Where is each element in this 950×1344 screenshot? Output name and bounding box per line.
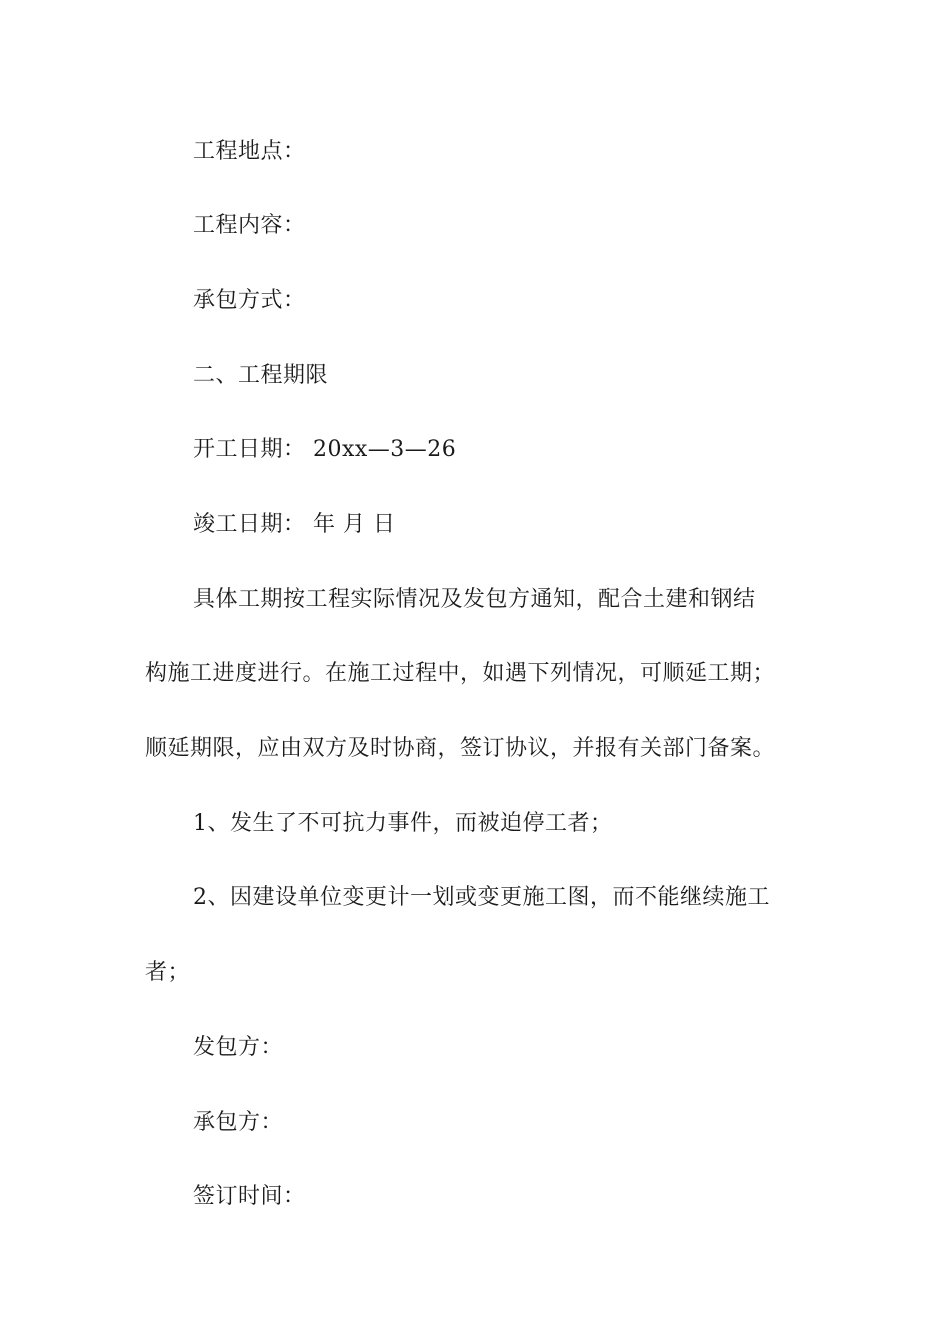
- start-date-line: 开工日期： 20xx—3—26: [193, 437, 457, 462]
- completion-date-line: 竣工日期： 年 月 日: [193, 512, 396, 537]
- list-item-2: 2、因建设单位变更计一划或变更施工图，而不能继续施工: [193, 885, 770, 910]
- contract-method-label: 承包方式：: [193, 288, 306, 313]
- paragraph-line-3: 顺延期限，应由双方及时协商，签订协议，并报有关部门备案。: [145, 736, 776, 761]
- project-content-label: 工程内容：: [193, 213, 306, 238]
- section-heading-duration: 二、工程期限: [193, 363, 329, 388]
- list-item-2-continued: 者；: [145, 960, 191, 985]
- paragraph-line-1: 具体工期按工程实际情况及发包方通知，配合土建和钢结: [193, 587, 756, 612]
- project-location-label: 工程地点：: [193, 139, 306, 164]
- list-item-1: 1、发生了不可抗力事件，而被迫停工者；: [193, 811, 613, 836]
- employer-label: 发包方：: [193, 1035, 284, 1060]
- contractor-label: 承包方：: [193, 1110, 284, 1135]
- paragraph-line-2: 构施工进度进行。在施工过程中，如遇下列情况，可顺延工期；: [145, 661, 776, 686]
- signing-date-label: 签订时间：: [193, 1184, 306, 1209]
